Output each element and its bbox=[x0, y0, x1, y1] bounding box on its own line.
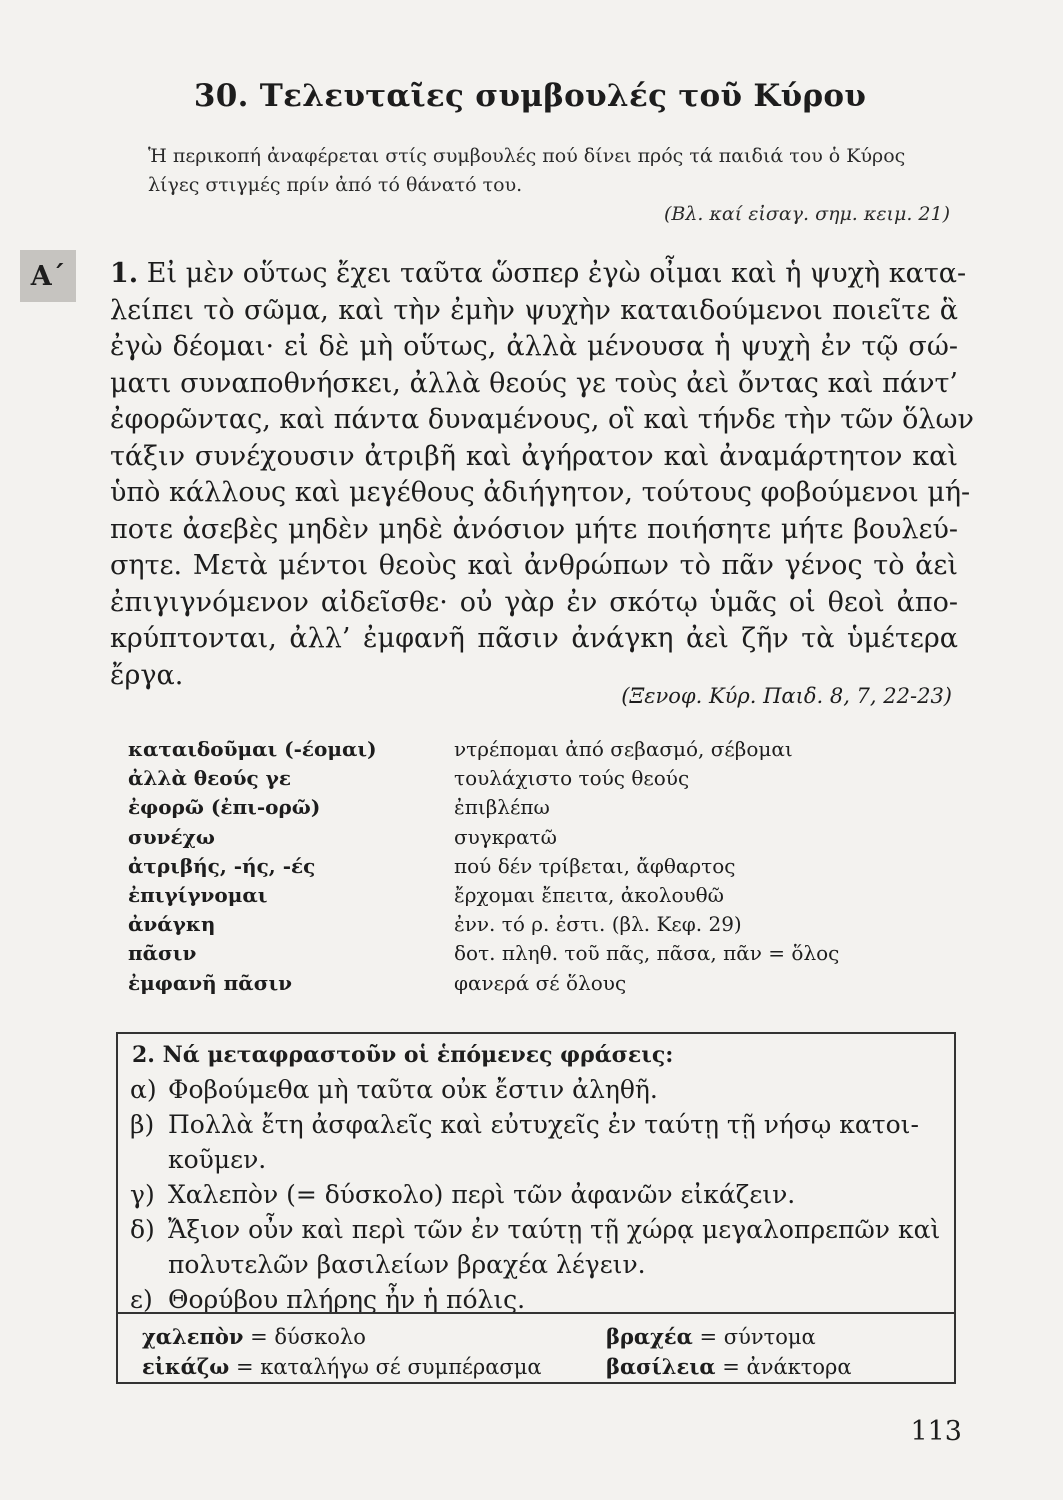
exercise-item: δ) Ἄξιον οὖν καὶ περὶ τῶν ἐν ταύτῃ τῇ χώρᾳ μεγαλοπρεπῶν καὶ πολυτελῶν βασιλείων βραχέα λέγειν. bbox=[130, 1215, 941, 1279]
glossary-column bbox=[142, 1322, 542, 1382]
passage-line: λείπει τὸ σῶμα, καὶ τὴν ἐμὴν ψυχὴν καταιδούμενοι ποιεῖτε ἃ bbox=[110, 294, 958, 326]
exercise-item: ε) Θορύβου πλήρης ἦν ἡ πόλις. bbox=[130, 1285, 526, 1314]
vocabulary-row: συνέχω συγκρατῶ bbox=[128, 824, 557, 849]
vocabulary-list bbox=[128, 735, 928, 998]
exercise-box bbox=[116, 1032, 956, 1314]
passage-line: ποτε ἀσεβὲς μηδὲν μηδὲ ἀνόσιον μήτε ποιήσητε μήτε βουλεύ- bbox=[110, 513, 958, 545]
glossary-entry: εἰκάζω = καταλήγω σέ συμπέρασμα bbox=[142, 1354, 542, 1379]
exercise-item: α) Φοβούμεθα μὴ ταῦτα οὐκ ἔστιν ἀληθῆ. bbox=[130, 1075, 658, 1104]
glossary-entry: βραχέα = σύντομα bbox=[606, 1324, 816, 1349]
vocabulary-row: ἀτριβής, -ής, -ές πού δέν τρίβεται, ἄφθαρτος bbox=[128, 853, 736, 878]
vocabulary-row: ἐμφανῆ πᾶσιν φανερά σέ ὅλους bbox=[128, 970, 627, 995]
passage-line: κρύπτονται, ἀλλ’ ἐμφανῆ πᾶσιν ἀνάγκη ἀεὶ ζῆν τὰ ὑμέτερα bbox=[110, 623, 958, 654]
passage-line: σητε. Μετὰ μέντοι θεοὺς καὶ ἀνθρώπων τὸ πᾶν γένος τὸ ἀεὶ bbox=[110, 550, 958, 581]
glossary-column bbox=[606, 1322, 852, 1382]
passage-line: ἐγὼ δέομαι· εἰ δὲ μὴ οὕτως, ἀλλὰ μένουσα ἡ ψυχὴ ἐν τῷ σώ- bbox=[110, 331, 958, 362]
intro-paragraph: Ἡ περικοπή ἀναφέρεται στίς συμβουλές πού δίνει πρός τά παιδιά του ὁ Κύρος λίγες στιγμές πρίν ἀπό τό θάνατό του. bbox=[148, 145, 906, 196]
passage-line: 1. Εἰ μὲν οὕτως ἔχει ταῦτα ὥσπερ ἐγὼ οἶμαι καὶ ἡ ψυχὴ κατα- bbox=[110, 258, 967, 289]
glossary-entry: χαλεπὸν = δύσκολο bbox=[142, 1324, 366, 1349]
intro-reference: (Βλ. καί εἰσαγ. σημ. κειμ. 21) bbox=[663, 203, 950, 225]
vocabulary-row: καταιδοῦμαι (-έομαι) ντρέπομαι ἀπό σεβασμό, σέβομαι bbox=[128, 737, 793, 761]
passage-number: 1. bbox=[110, 258, 139, 289]
passage-line: ἐπιγιγνόμενον αἰδεῖσθε· οὐ γὰρ ἐν σκότῳ ὑμᾶς οἱ θεοὶ ἀπο- bbox=[110, 586, 958, 618]
exercise-heading: 2. Νά μεταφραστοῦν οἱ ἑπόμενες φράσεις: bbox=[132, 1042, 674, 1068]
glossary-entry: βασίλεια = ἀνάκτορα bbox=[606, 1354, 852, 1379]
passage-line: ἐφορῶντας, καὶ πάντα δυναμένους, οἳ καὶ τήνδε τὴν τῶν ὅλων bbox=[110, 404, 974, 435]
glossary-box bbox=[116, 1312, 956, 1384]
exercise-item: β) Πολλὰ ἔτη ἀσφαλεῖς καὶ εὐτυχεῖς ἐν ταύτῃ τῇ νήσῳ κατοι-κοῦμεν. bbox=[130, 1110, 919, 1174]
page-number: 113 bbox=[910, 1416, 962, 1447]
passage-text bbox=[110, 256, 974, 694]
chapter-title: 30. Τελευταῖες συμβουλές τοῦ Κύρου bbox=[193, 78, 867, 114]
vocabulary-row: ἀλλὰ θεούς γε τουλάχιστο τούς θεούς bbox=[128, 766, 690, 791]
passage-line: ὑπὸ κάλλους καὶ μεγέθους ἀδιήγητον, τούτους φοβούμενοι μή- bbox=[110, 477, 971, 508]
exercise-list bbox=[130, 1072, 945, 1317]
section-label: Α΄ bbox=[20, 250, 76, 302]
vocabulary-row: ἀνάγκη ἐνν. τό ρ. ἐστι. (βλ. Κεφ. 29) bbox=[128, 912, 742, 937]
vocabulary-row: πᾶσιν δοτ. πληθ. τοῦ πᾶς, πᾶσα, πᾶν = ὅλος bbox=[128, 941, 840, 966]
vocabulary-row: ἐφορῶ (ἐπι-ορῶ) ἐπιβλέπω bbox=[128, 795, 550, 820]
passage-line: τάξιν συνέχουσιν ἀτριβῆ καὶ ἀγήρατον καὶ ἀναμάρτητον καὶ bbox=[110, 440, 958, 472]
passage-line: ἔργα. bbox=[110, 659, 184, 691]
passage-reference: (Ξενοφ. Κύρ. Παιδ. 8, 7, 22-23) bbox=[621, 684, 952, 708]
vocabulary-row: ἐπιγίγνομαι ἔρχομαι ἔπειτα, ἀκολουθῶ bbox=[128, 882, 724, 907]
passage-line: ματι συναποθνήσκει, ἀλλὰ θεούς γε τοὺς ἀεὶ ὄντας καὶ πάντ’ bbox=[110, 367, 958, 399]
exercise-item: γ) Χαλεπὸν (= δύσκολο) περὶ τῶν ἀφανῶν εἰκάζειν. bbox=[130, 1180, 796, 1209]
